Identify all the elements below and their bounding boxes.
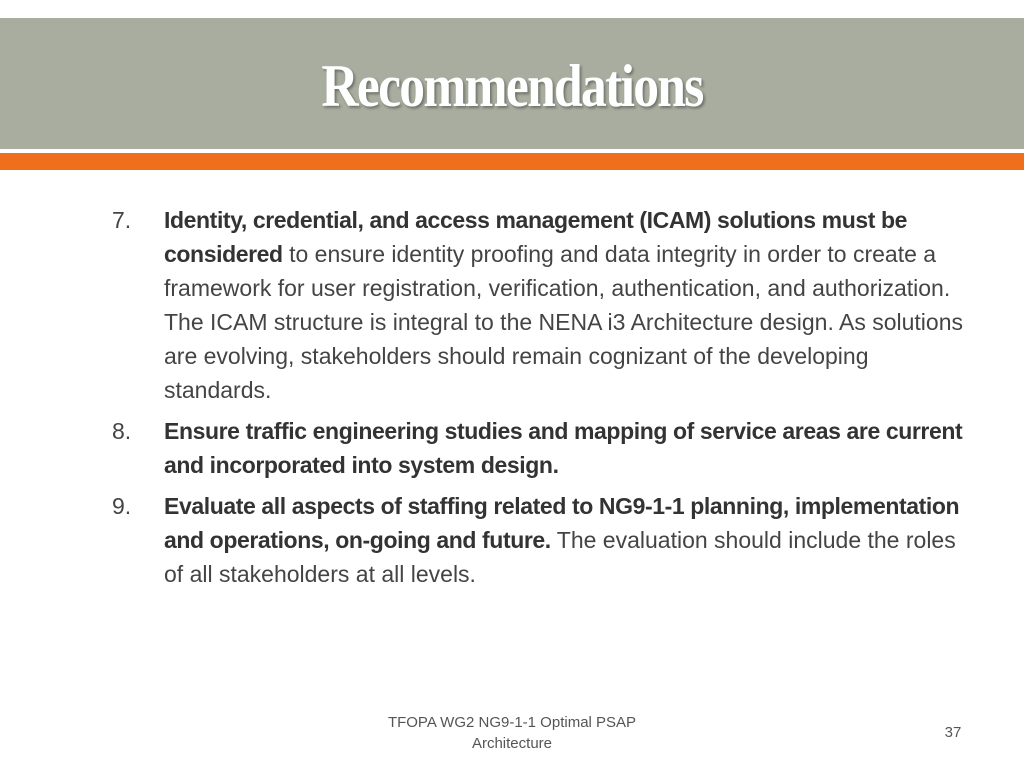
item-number: 7. <box>112 207 132 233</box>
item-number: 9. <box>112 493 132 519</box>
list-item <box>112 414 972 482</box>
item-bold-text: Identity, credential, and access management (ICAM) solutions must be considered <box>164 207 908 267</box>
page-number: 37 <box>944 724 962 741</box>
item-number: 8. <box>112 418 132 444</box>
recommendation-list <box>112 203 972 598</box>
footer-caption <box>362 712 662 754</box>
list-item <box>112 203 972 407</box>
slide-title: Recommendations <box>321 53 703 119</box>
item-body-text: to ensure identity proofing and data integrity in order to create a framework for user registration, verification, authentication, and authorization. The ICAM structure is integral to the NENA i3 Architecture design. As solutions are evolving, stakeholders should remain cognizant of the developing standards. <box>164 241 963 403</box>
item-body-text: The evaluation should include the roles of all stakeholders at all levels. <box>164 527 956 587</box>
item-bold-text: Evaluate all aspects of staffing related to NG9-1-1 planning, implementation and operations, on-going and future. <box>164 493 960 553</box>
list-item <box>112 489 972 591</box>
title-divider-orange <box>0 153 1024 170</box>
footer-line-1: TFOPA WG2 NG9-1-1 Optimal PSAP <box>387 714 637 731</box>
item-bold-text: Ensure traffic engineering studies and mapping of service areas are current and incorporated into system design. <box>164 418 963 478</box>
footer-line-2: Architecture <box>471 735 553 752</box>
